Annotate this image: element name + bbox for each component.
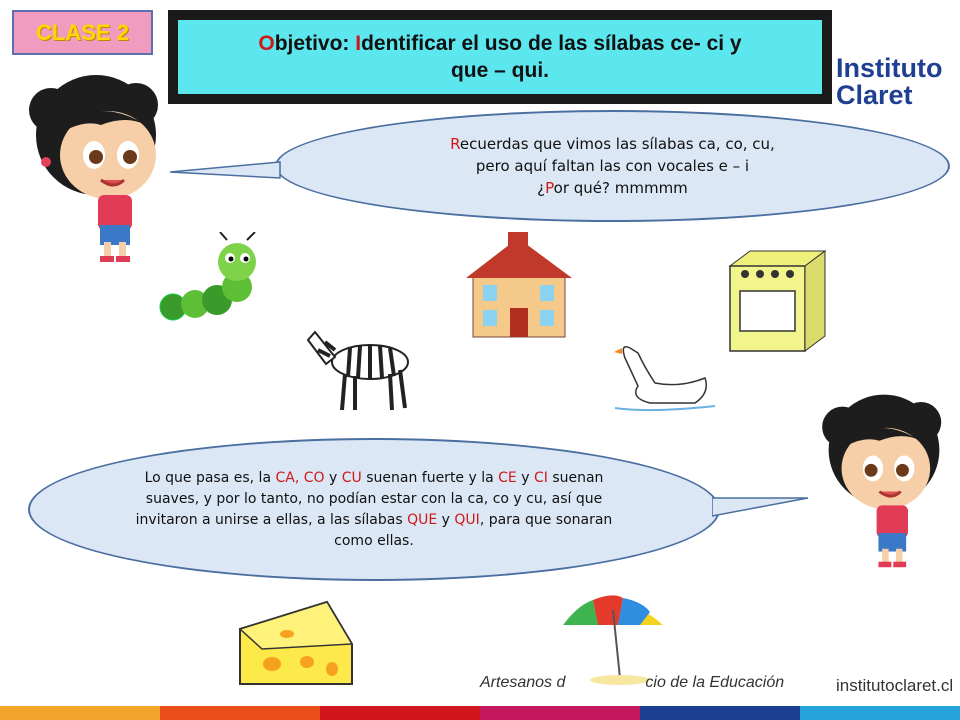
bubble2-highlight: QUE: [407, 511, 438, 528]
bubble2-tail: [712, 494, 812, 520]
girl-illustration-2: [808, 390, 960, 570]
bubble1-line3: or qué? mmmmm: [553, 179, 688, 197]
bubble1-line2: pero aquí faltan las con vocales e – i: [475, 157, 750, 175]
objective-line1: dentificar el uso de las sílabas ce- ci y: [361, 31, 742, 55]
footer-tagline-end: cio de la Educación: [645, 674, 785, 691]
objective-box: [168, 10, 832, 104]
footer-url: institutoclaret.cl: [836, 676, 954, 695]
color-bar-segment: [320, 706, 480, 720]
bubble2-text: suenan fuerte y la: [361, 469, 499, 486]
bubble2-text: y: [516, 469, 534, 486]
objective-initial: O: [258, 31, 275, 55]
logo-line1: Instituto: [836, 53, 943, 83]
bubble2-text: y: [437, 511, 455, 528]
bubble2-highlight: CE: [498, 469, 517, 486]
swan-illustration: [610, 338, 720, 413]
color-bar-segment: [160, 706, 320, 720]
bubble1-line1: ecuerdas que vimos las sílabas ca, co, cu,: [459, 135, 775, 153]
bubble2-text: y: [324, 469, 342, 486]
house-illustration: [448, 230, 588, 340]
bubble2-highlight: CA, CO: [275, 469, 325, 486]
bubble1-initial-2: P: [545, 179, 554, 197]
color-bar-segment: [800, 706, 960, 720]
bubble1-initial: R: [450, 135, 460, 153]
bubble2-text: , para que sonaran como ellas.: [334, 511, 613, 549]
class-badge-label: CLASE 2: [36, 19, 129, 45]
speech-bubble-bottom: [28, 438, 720, 581]
objective-text: [178, 20, 822, 94]
footer-tagline: [480, 674, 784, 692]
cheese-illustration: [232, 594, 360, 694]
footer-tagline-start: Artesanos d: [480, 674, 566, 691]
objective-label: bjetivo:: [274, 31, 356, 55]
color-bar-segment: [640, 706, 800, 720]
color-bar-segment: [0, 706, 160, 720]
footer-color-bar: [0, 706, 960, 720]
bubble2-text: suenan suaves, y por lo tanto, no podían estar con la ca, co y cu, así que invitaron a unirse a ellas, a las sílabas: [135, 469, 604, 528]
objective-line2: que – qui.: [450, 59, 549, 82]
caterpillar-illustration: [155, 232, 265, 327]
bubble2-text: Lo que pasa es, la: [144, 469, 276, 486]
zebra-illustration: [300, 322, 420, 414]
girl-illustration: [16, 70, 176, 265]
objective-initial-2: I: [355, 31, 362, 55]
bubble2-highlight: CU: [341, 469, 362, 486]
speech-bubble-top: [275, 110, 950, 222]
bubble2-highlight: CI: [533, 469, 548, 486]
color-bar-segment: [480, 706, 640, 720]
school-logo: [836, 55, 942, 109]
bubble1-question-mark: ¿: [537, 179, 546, 197]
bubble1-tail: [170, 160, 290, 180]
logo-line2: Claret: [836, 80, 913, 110]
bubble2-highlight: QUI: [454, 511, 480, 528]
stove-illustration: [725, 246, 830, 356]
class-badge: [12, 10, 153, 55]
